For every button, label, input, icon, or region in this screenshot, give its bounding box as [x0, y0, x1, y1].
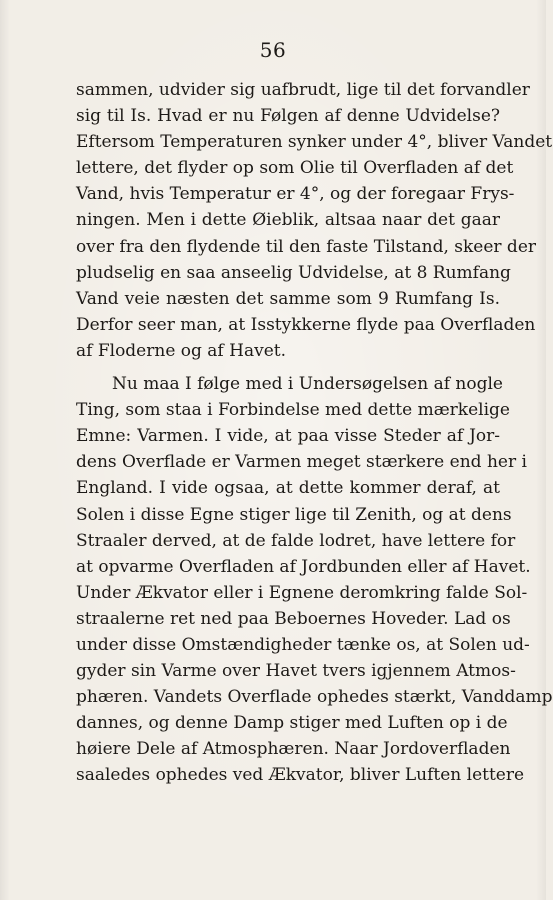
text-line: Under Ækvator eller i Egnene deromkring falde Sol-: [76, 582, 528, 603]
page-number: 56: [259, 38, 287, 62]
text-line: at opvarme Overfladen af Jordbunden eller af Havet.: [76, 556, 531, 577]
text-line: straalerne ret ned paa Beboernes Hoveder. Lad os: [76, 608, 511, 629]
text-line: Derfor seer man, at Isstykkerne flyde paa Overfladen: [76, 314, 536, 335]
text-line: Vand veie næsten det samme som 9 Rumfang Is.: [76, 288, 500, 309]
text-line: lettere, det flyder op som Olie til Overfladen af det: [76, 158, 514, 179]
text-line: Solen i disse Egne stiger lige til Zenith, og at dens: [76, 504, 512, 525]
text-line: over fra den flydende til den faste Tilstand, skeer der: [76, 236, 537, 257]
paragraph-spacer: [76, 364, 500, 371]
text-line: Nu maa I følge med i Undersøgelsen af nogle: [112, 374, 503, 395]
text-line: høiere Dele af Atmosphæren. Naar Jordoverfladen: [76, 739, 511, 760]
text-line: England. I vide ogsaa, at dette kommer deraf, at: [76, 478, 500, 499]
text-line: ningen. Men i dette Øieblik, altsaa naar det gaar: [76, 210, 500, 231]
text-line: dannes, og denne Damp stiger med Luften op i de: [76, 713, 508, 734]
text-line: Eftersom Temperaturen synker under 4°, bliver Vandet: [76, 132, 553, 153]
text-line: af Floderne og af Havet.: [76, 340, 286, 361]
text-line: Vand, hvis Temperatur er 4°, og der foregaar Frys-: [76, 184, 515, 205]
text-line: gyder sin Varme over Havet tvers igjennem Atmos-: [76, 661, 516, 682]
text-line: saaledes ophedes ved Ækvator, bliver Luften lettere: [76, 765, 525, 786]
text-line: Emne: Varmen. I vide, at paa visse Steder af Jor-: [76, 426, 500, 447]
body-text: [76, 77, 553, 789]
text-line: Straaler derved, at de falde lodret, have lettere for: [76, 530, 516, 551]
text-line: under disse Omstændigheder tænke os, at Solen ud-: [76, 634, 530, 655]
text-line: phæren. Vandets Overflade ophedes stærkt, Vanddamp: [76, 687, 553, 708]
text-line: pludselig en saa anseelig Udvidelse, at 8 Rumfang: [76, 262, 511, 283]
text-line: sammen, udvider sig uafbrudt, lige til det forvandler: [76, 80, 530, 100]
text-line: Ting, som staa i Forbindelse med dette mærkelige: [76, 400, 510, 421]
text-line: sig til Is. Hvad er nu Følgen af denne Udvidelse?: [76, 106, 500, 127]
text-line: dens Overflade er Varmen meget stærkere end her i: [76, 452, 527, 473]
